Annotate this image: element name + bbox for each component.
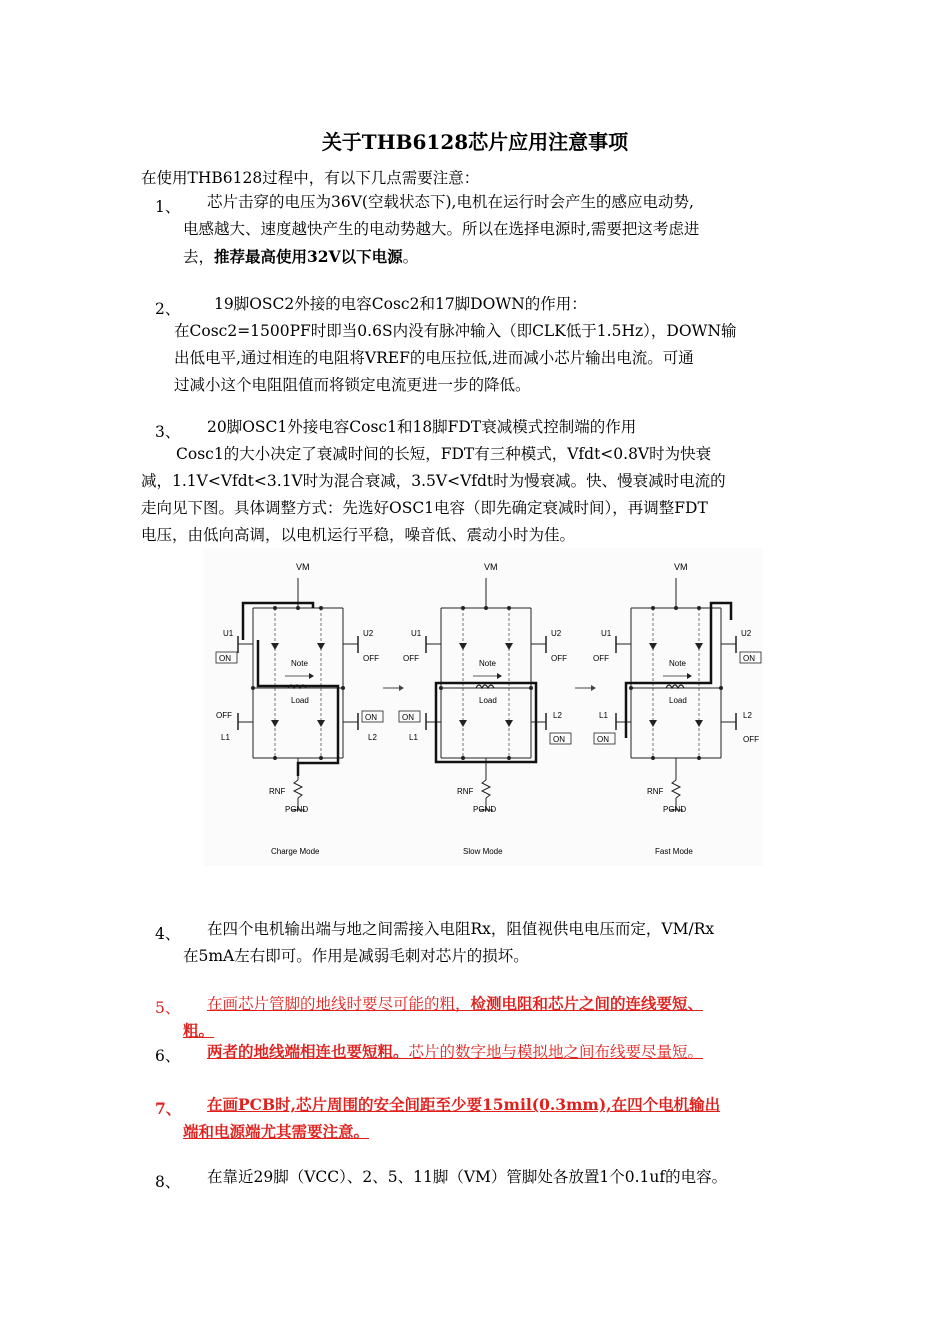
slow-load-label: Load	[479, 696, 497, 705]
item-1-recommendation: 推荐最高使用32V以下电源	[214, 247, 403, 266]
fast-vm-label: VM	[674, 562, 688, 572]
slow-l2-state: ON	[553, 735, 565, 744]
charge-rnf-label: RNF	[269, 787, 286, 796]
fast-l1-state: ON	[597, 735, 609, 744]
item-4-line-1: 在四个电机输出端与地之间需接入电阻Rx，阻值视供电电压而定，VM/Rx	[207, 920, 715, 938]
charge-u1-state: ON	[219, 654, 231, 663]
intro-text: 在使用THB6128过程中，有以下几点需要注意：	[141, 169, 480, 187]
item-7-number: 7、	[155, 1099, 182, 1118]
charge-l2-state: ON	[365, 713, 377, 722]
slow-note-label: Note	[479, 659, 496, 668]
item-1-line-3	[183, 243, 418, 271]
slow-vm-label: VM	[484, 562, 498, 572]
fast-load-label: Load	[669, 696, 687, 705]
item-1-number: 1、	[155, 198, 181, 216]
fast-l2-state: OFF	[743, 735, 759, 744]
item-1-line-1: 芯片击穿的电压为36V(空载状态下),电机在运行时会产生的感应电动势,	[207, 193, 694, 211]
item-4-number: 4、	[155, 925, 181, 943]
charge-u2-label: U2	[363, 629, 374, 638]
slow-l2-label: L2	[553, 711, 562, 720]
fast-pgnd-label: PGND	[663, 805, 687, 814]
slow-mode-label: Slow Mode	[463, 847, 503, 856]
item-8-number: 8、	[155, 1173, 181, 1191]
charge-mode-panel	[216, 562, 383, 856]
charge-load-label: Load	[291, 696, 309, 705]
item-7-line-1: 在画PCB时,芯片周围的安全间距至少要15mil(0.3mm),在四个电机输出	[207, 1095, 721, 1114]
item-6-number: 6、	[155, 1047, 181, 1065]
document-title: 关于THB6128芯片应用注意事项	[321, 130, 629, 154]
item-3-line-4: 电压，由低向高调，以电机运行平稳，噪音低、震动小时为佳。	[141, 526, 576, 544]
slow-pgnd-label: PGND	[473, 805, 497, 814]
slow-u1-state: OFF	[403, 654, 419, 663]
item-4-line-2: 在5mA左右即可。作用是减弱毛刺对芯片的损坏。	[183, 947, 529, 965]
slow-l1-state: ON	[402, 713, 414, 722]
fast-u1-state: OFF	[593, 654, 609, 663]
charge-u1-label: U1	[223, 629, 234, 638]
item-6-line	[207, 1038, 703, 1066]
slow-l1-label: L1	[409, 733, 418, 742]
charge-l1-state: OFF	[216, 711, 232, 720]
item-7-line-2: 端和电源端尤其需要注意。	[183, 1122, 370, 1141]
slow-u2-state: OFF	[551, 654, 567, 663]
item-2-line-1: 在Cosc2=1500PF时即当0.6S内没有脉冲输入（即CLK低于1.5Hz），DOWN输	[174, 322, 737, 340]
fast-l1-label: L1	[599, 711, 608, 720]
charge-vm-label: VM	[296, 562, 310, 572]
item-5-line-1a: 在画芯片管脚的地线时要尽可能的粗，	[207, 995, 471, 1013]
fast-mode-panel	[593, 562, 761, 856]
item-6-part-b: 芯片的数字地与模拟地之间布线要尽量短。	[408, 1043, 704, 1061]
item-5-line-2: 粗。	[183, 1021, 215, 1040]
item-2-line-2: 出低电平,通过相连的电阻将VREF的电压拉低,进而减小芯片输出电流。可通	[174, 349, 694, 367]
item-3-number: 3、	[155, 423, 181, 441]
charge-pgnd-label: PGND	[285, 805, 309, 814]
item-1-line-2: 电感越大、速度越快产生的电动势越大。所以在选择电源时,需要把这考虑进	[183, 220, 700, 238]
fast-mode-label: Fast Mode	[655, 847, 693, 856]
fast-u1-label: U1	[601, 629, 612, 638]
item-3-line-3: 走向见下图。具体调整方式：先选好OSC1电容（即先确定衰减时间），再调整FDT	[141, 499, 708, 517]
fast-note-label: Note	[669, 659, 686, 668]
fast-u2-state: ON	[743, 654, 755, 663]
charge-note-label: Note	[291, 659, 308, 668]
slow-mode-panel	[399, 562, 571, 856]
item-8-line-1: 在靠近29脚（VCC）、2、5、11脚（VM）管脚处各放置1个0.1uf的电容。	[207, 1168, 728, 1186]
charge-u2-state: OFF	[363, 654, 379, 663]
item-1-line-3a: 去，	[183, 248, 215, 266]
item-5-number: 5、	[155, 999, 181, 1017]
item-2-heading: 19脚OSC2外接的电容Cosc2和17脚DOWN的作用：	[214, 295, 587, 313]
slow-u1-label: U1	[411, 629, 422, 638]
fast-rnf-label: RNF	[647, 787, 664, 796]
item-6-part-a: 两者的地线端相连也要短粗。	[207, 1042, 409, 1061]
slow-rnf-label: RNF	[457, 787, 474, 796]
fast-l2-label: L2	[743, 711, 752, 720]
item-5-line-1	[207, 990, 703, 1018]
item-2-number: 2、	[155, 300, 181, 318]
charge-mode-label: Charge Mode	[271, 847, 320, 856]
decay-mode-diagram	[203, 548, 763, 866]
fast-u2-label: U2	[741, 629, 752, 638]
item-1-line-3c: 。	[402, 248, 419, 266]
slow-u2-label: U2	[551, 629, 562, 638]
charge-l1-label: L1	[221, 733, 230, 742]
item-5-line-1b: 检测电阻和芯片之间的连线要短、	[470, 994, 704, 1013]
item-3-line-2: 减，1.1V<Vfdt<3.1V时为混合衰减，3.5V<Vfdt时为慢衰减。快、慢衰减时电流的	[141, 472, 726, 490]
item-3-line-1: Cosc1的大小决定了衰减时间的长短，FDT有三种模式，Vfdt<0.8V时为快衰	[176, 445, 712, 463]
item-3-heading: 20脚OSC1外接电容Cosc1和18脚FDT衰减模式控制端的作用	[207, 418, 637, 436]
item-2-line-3: 过减小这个电阻阻值而将锁定电流更进一步的降低。	[174, 376, 531, 394]
charge-l2-label: L2	[368, 733, 377, 742]
